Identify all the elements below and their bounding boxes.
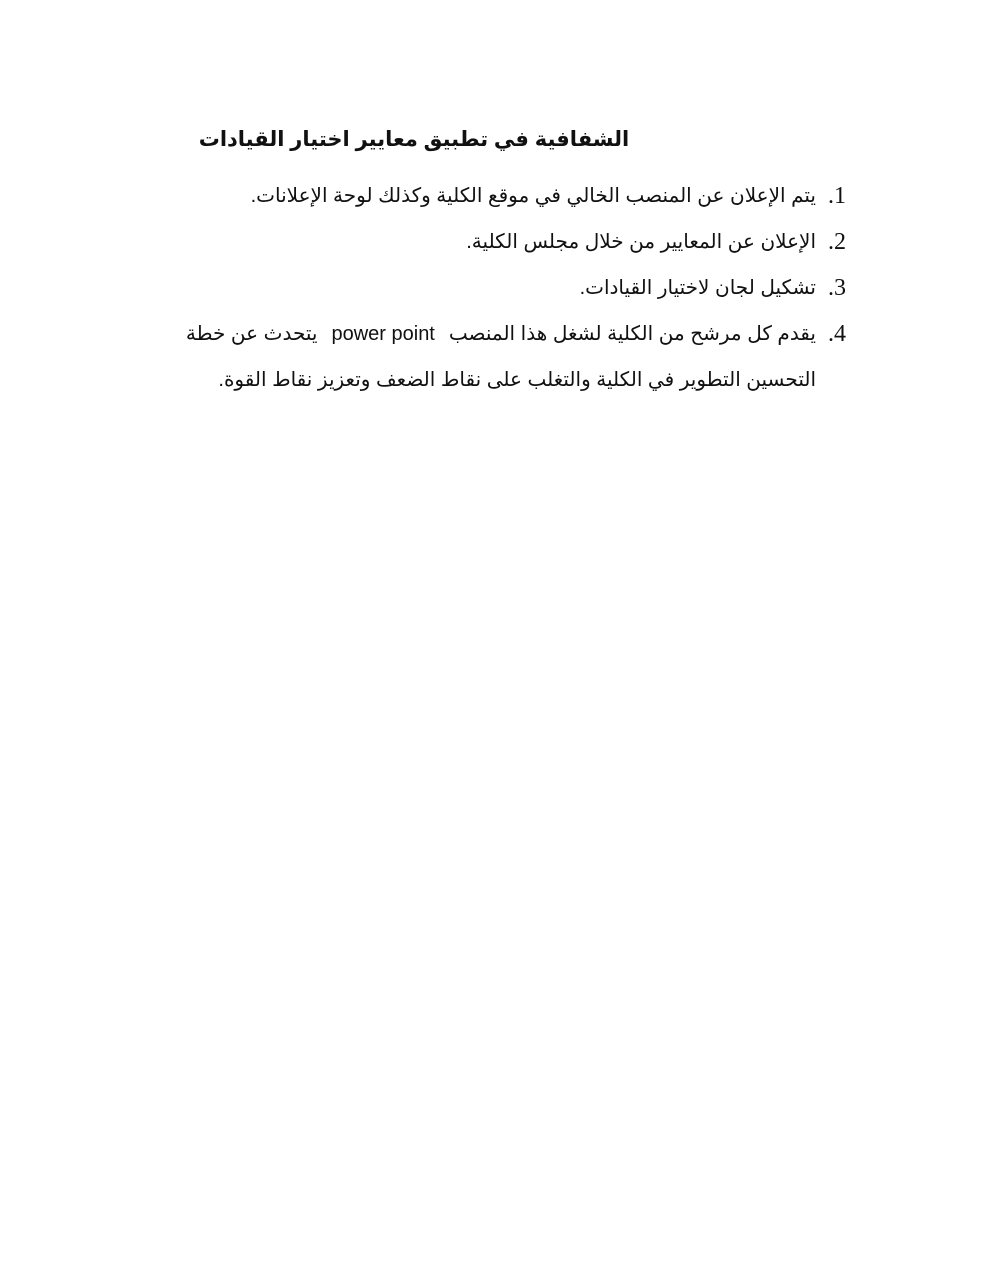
list-item-number: 4. bbox=[828, 321, 846, 347]
list-item bbox=[150, 318, 846, 396]
list-item-text bbox=[150, 318, 816, 396]
list-item-text-after: يتحدث عن خطة bbox=[185, 323, 318, 345]
criteria-list bbox=[150, 180, 846, 410]
list-item-number: 3. bbox=[828, 275, 846, 301]
power-point-term: power point bbox=[331, 323, 435, 345]
list-item bbox=[150, 180, 846, 212]
list-item-text: تشكيل لجان لاختيار القيادات. bbox=[579, 277, 816, 299]
list-item-continuation: التحسين التطوير في الكلية والتغلب على نقاط الضعف وتعزيز نقاط القوة. bbox=[218, 369, 816, 391]
list-item bbox=[150, 226, 846, 258]
list-item-number: 1. bbox=[828, 183, 846, 209]
list-item bbox=[150, 272, 846, 304]
document-title: الشفافية في تطبيق معايير اختيار القيادات bbox=[198, 128, 630, 151]
list-item-text: يتم الإعلان عن المنصب الخالي في موقع الكلية وكذلك لوحة الإعلانات. bbox=[250, 185, 816, 207]
list-item-number: 2. bbox=[828, 229, 846, 255]
list-item-text: الإعلان عن المعايير من خلال مجلس الكلية. bbox=[466, 231, 816, 253]
list-item-line bbox=[150, 318, 816, 350]
list-item-text-before: يقدم كل مرشح من الكلية لشغل هذا المنصب bbox=[448, 323, 816, 345]
